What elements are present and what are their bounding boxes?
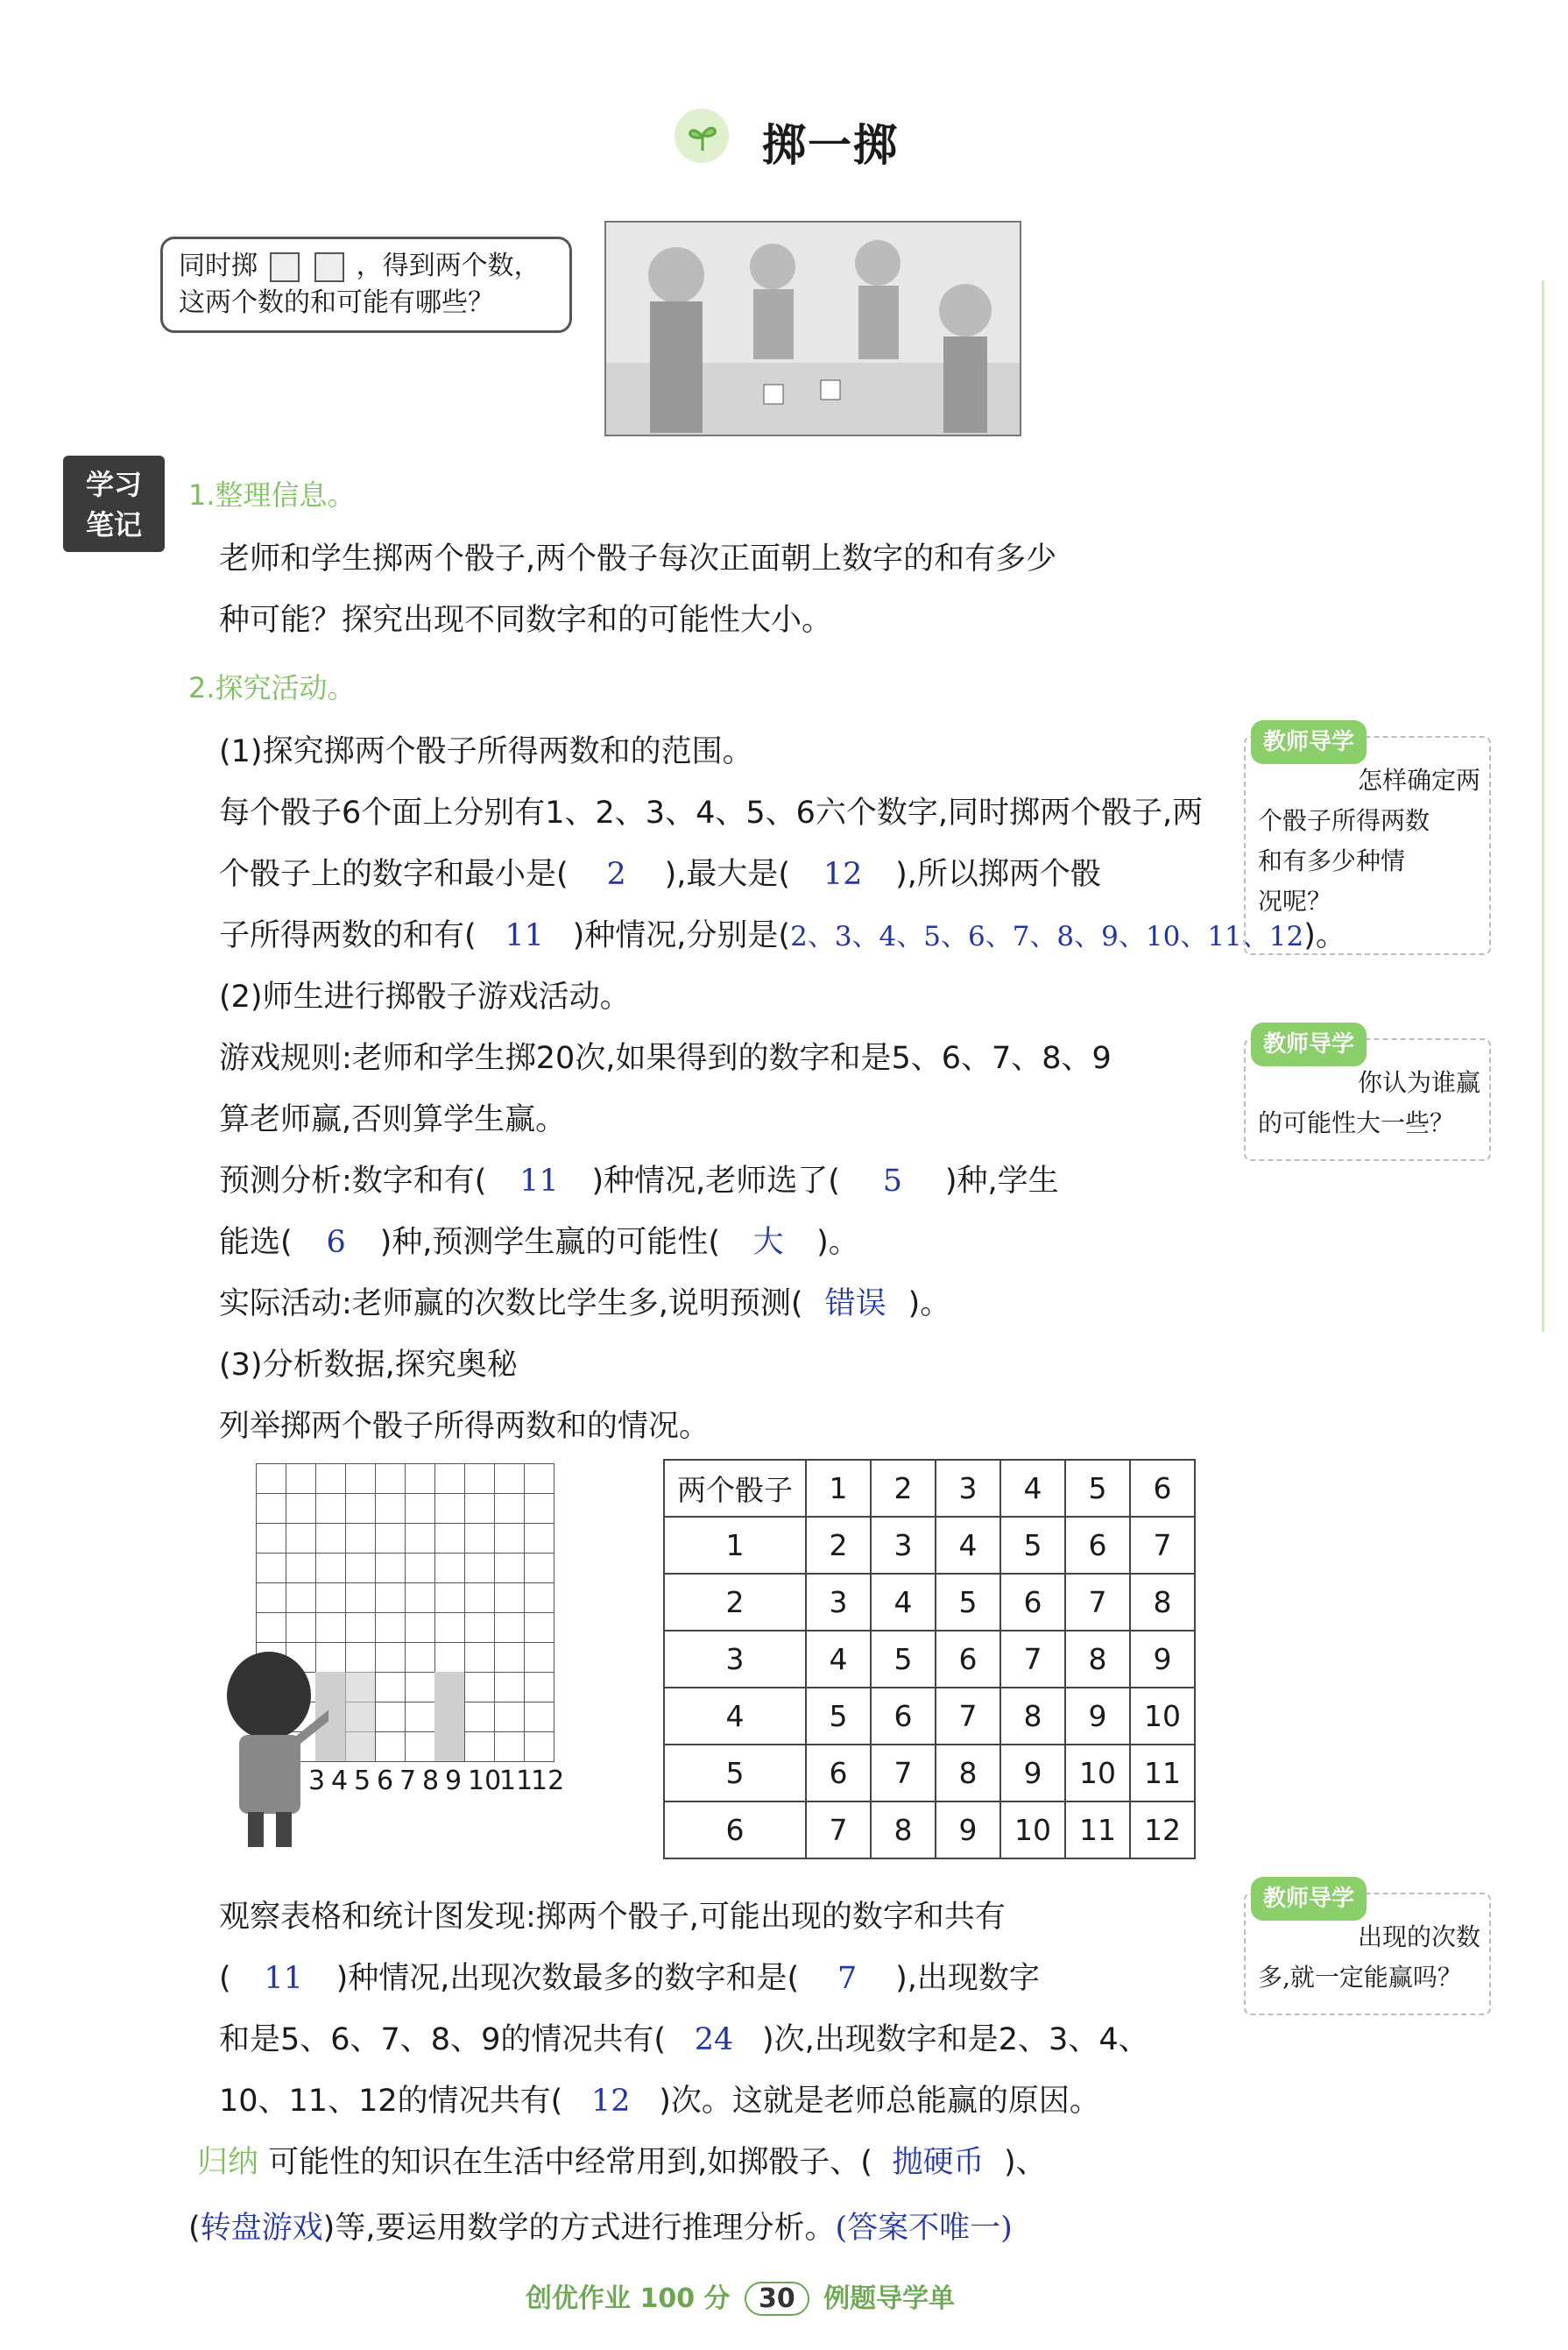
- speech-bubble: [160, 237, 572, 333]
- s2-p11: (3)分析数据,探究奥秘: [219, 1348, 518, 1383]
- table-cell: 3: [806, 1574, 871, 1631]
- table-cell: 6: [871, 1688, 936, 1745]
- axis-label: 10: [468, 1766, 502, 1796]
- table-row: [664, 1574, 1195, 1631]
- answer-note: (答案不唯一): [835, 2211, 1013, 2246]
- table-row: [664, 1517, 1195, 1574]
- answer-wrong: 错误: [824, 1286, 886, 1321]
- table-cell: 5: [1000, 1517, 1065, 1574]
- text: 个骰子上的数字和最小是(: [219, 857, 569, 892]
- section1-text2: 种可能？探究出现不同数字和的可能性大小。: [219, 603, 833, 638]
- text: )。: [816, 1225, 859, 1260]
- guide-text: 况呢？: [1258, 887, 1332, 916]
- dice-sum-table: [663, 1459, 1196, 1859]
- summary-l1: [197, 2138, 1047, 2182]
- guide-text: 多,就一定能赢吗？: [1258, 1963, 1462, 1992]
- section1-text1: 老师和学生掷两个骰子,两个骰子每次正面朝上数字的和有多少: [219, 541, 1057, 577]
- table-header-cell: 5: [1065, 1460, 1130, 1517]
- s2-p12: 列举掷两个骰子所得两数和的情况。: [219, 1409, 710, 1444]
- s2-p4: [219, 911, 1346, 955]
- teacher-guide-3: [1244, 1886, 1491, 2015]
- footer-left: 创优作业 100 分: [526, 2283, 731, 2314]
- answer-student: 6: [326, 1225, 346, 1260]
- axis-label: 6: [377, 1766, 394, 1796]
- text: ),出现数字: [895, 1961, 1040, 1996]
- section1-heading: 1.整理信息。: [188, 478, 356, 512]
- table-cell: 11: [1065, 1801, 1130, 1858]
- page-title: 掷一掷: [762, 120, 899, 171]
- table-cell: 9: [1000, 1745, 1065, 1801]
- table-cell: 8: [871, 1801, 936, 1858]
- table-cell: 7: [871, 1745, 936, 1801]
- table-header-cell: 4: [1000, 1460, 1065, 1517]
- footer: [526, 2276, 955, 2316]
- answer-max: 12: [823, 857, 863, 892]
- table-cell: 4: [664, 1688, 806, 1745]
- text: (: [219, 1961, 231, 1996]
- table-cell: 8: [1065, 1631, 1130, 1688]
- text: )种情况,分别是(: [572, 918, 791, 953]
- answer-sum1: 抛硬币: [892, 2145, 985, 2180]
- table-cell: 8: [936, 1745, 1000, 1801]
- guide-tag: 教师导学: [1251, 720, 1367, 764]
- text: )种情况,出现次数最多的数字和是(: [335, 1961, 800, 1996]
- table-cell: 5: [806, 1688, 871, 1745]
- classroom-illustration: [604, 221, 1021, 436]
- text: 和是5、6、7、8、9的情况共有(: [219, 2022, 666, 2057]
- table-cell: 4: [936, 1517, 1000, 1574]
- table-header-cell: 3: [936, 1460, 1000, 1517]
- table-header-cell: 2: [871, 1460, 936, 1517]
- table-cell: 7: [1130, 1517, 1195, 1574]
- grid-axis-labels: [308, 1766, 565, 1796]
- s2-p1: (1)探究掷两个骰子所得两数和的范围。: [219, 734, 753, 769]
- text: 10、11、12的情况共有(: [219, 2084, 563, 2119]
- table-cell: 10: [1000, 1801, 1065, 1858]
- text: 能选(: [219, 1225, 293, 1260]
- observe-l1: 观察表格和统计图发现:掷两个骰子,可能出现的数字和共有: [219, 1900, 1006, 1935]
- text: )种,学生: [944, 1164, 1059, 1199]
- s2-p10: [219, 1279, 950, 1323]
- grid-bar: [345, 1672, 375, 1761]
- answer-possibility: 大: [752, 1225, 784, 1260]
- axis-label: 12: [531, 1766, 565, 1796]
- table-cell: 8: [1000, 1688, 1065, 1745]
- table-cell: 6: [806, 1745, 871, 1801]
- text: ),最大是(: [664, 857, 791, 892]
- table-cell: 6: [664, 1801, 806, 1858]
- table-header-cell: 两个骰子: [664, 1460, 806, 1517]
- page-number: 30: [745, 2282, 809, 2316]
- table-cell: 6: [1065, 1517, 1130, 1574]
- table-cell: 2: [664, 1574, 806, 1631]
- table-cell: 5: [664, 1745, 806, 1801]
- axis-label: 11: [499, 1766, 533, 1796]
- bubble-text-1a: 同时掷: [179, 251, 258, 281]
- table-row: [664, 1801, 1195, 1858]
- guide-text: 的可能性大一些？: [1258, 1108, 1455, 1137]
- answer-count: 11: [505, 918, 544, 953]
- axis-label: 3: [308, 1766, 326, 1796]
- table-cell: 7: [1065, 1574, 1130, 1631]
- answer-obs4: 12: [590, 2084, 631, 2119]
- answer-obs2: 7: [837, 1961, 858, 1996]
- study-tag-line1: 学习: [85, 468, 142, 501]
- answer-pred-total: 11: [519, 1164, 559, 1199]
- observe-l3: [219, 2015, 1149, 2059]
- table-cell: 2: [806, 1517, 871, 1574]
- guide-text: 怎样确定两: [1357, 766, 1480, 795]
- table-cell: 1: [664, 1517, 806, 1574]
- bubble-text-1b: ，得到两个数，: [356, 251, 540, 281]
- study-tag-line2: 笔记: [85, 508, 142, 541]
- table-cell: 9: [1065, 1688, 1130, 1745]
- table-cell: 11: [1130, 1745, 1195, 1801]
- text: )种情况,老师选了(: [591, 1164, 840, 1199]
- answer-list: 2、3、4、5、6、7、8、9、10、11、12: [790, 921, 1304, 952]
- footer-right: 例题导学单: [823, 2283, 956, 2314]
- answer-min: 2: [606, 857, 626, 892]
- table-cell: 10: [1130, 1688, 1195, 1745]
- s2-p3: [219, 850, 1101, 894]
- study-note-tag: [63, 456, 165, 552]
- s2-p8: [219, 1157, 1059, 1200]
- axis-label: 5: [354, 1766, 371, 1796]
- guide-text: 和有多少种情: [1258, 846, 1406, 875]
- text: )。: [1303, 918, 1346, 953]
- s2-p9: [219, 1218, 859, 1262]
- text: 实际活动:老师赢的次数比学生多,说明预测(: [219, 1286, 803, 1321]
- text: )。: [908, 1286, 951, 1321]
- answer-obs1: 11: [264, 1961, 303, 1996]
- dice-icon: [314, 252, 344, 282]
- table-cell: 4: [806, 1631, 871, 1688]
- text: ),所以掷两个骰: [895, 857, 1101, 892]
- axis-label: 8: [422, 1766, 440, 1796]
- table-cell: 9: [1130, 1631, 1195, 1688]
- observe-l4: [219, 2077, 1100, 2120]
- text: )次,出现数字和是2、3、4、: [762, 2022, 1149, 2057]
- sprout-icon: [685, 119, 720, 154]
- dice-icon: [270, 252, 300, 282]
- observe-l2: [219, 1954, 1040, 1998]
- guide-text: 出现的次数: [1357, 1922, 1480, 1951]
- table-cell: 5: [936, 1574, 1000, 1631]
- summary-tag: 归纳: [197, 2145, 259, 2180]
- table-cell: 6: [1000, 1574, 1065, 1631]
- table-cell: 6: [936, 1631, 1000, 1688]
- grid-bar: [434, 1672, 464, 1761]
- margin-line: [1542, 280, 1544, 1332]
- girl-illustration: [215, 1647, 328, 1858]
- guide-text: 你认为谁赢: [1357, 1068, 1480, 1097]
- table-row: [664, 1745, 1195, 1801]
- axis-label: 4: [331, 1766, 349, 1796]
- bubble-text-2: 这两个数的和可能有哪些？: [179, 287, 494, 318]
- text: 预测分析:数字和有(: [219, 1164, 487, 1199]
- axis-label: 7: [399, 1766, 417, 1796]
- table-row: [664, 1688, 1195, 1745]
- section2-heading: 2.探究活动。: [188, 671, 356, 704]
- table-cell: 5: [871, 1631, 936, 1688]
- teacher-guide-2: [1244, 1031, 1491, 1161]
- answer-obs3: 24: [694, 2022, 734, 2057]
- s2-p7: 算老师赢,否则算学生赢。: [219, 1102, 567, 1137]
- teacher-guide-1: [1244, 729, 1491, 955]
- table-cell: 12: [1130, 1801, 1195, 1858]
- table-row: [664, 1631, 1195, 1688]
- table-header-cell: 6: [1130, 1460, 1195, 1517]
- table-cell: 3: [664, 1631, 806, 1688]
- answer-sum2: 转盘游戏: [200, 2211, 323, 2246]
- answer-teacher: 5: [882, 1164, 903, 1199]
- text: (: [188, 2211, 201, 2246]
- text: )、: [1003, 2145, 1047, 2180]
- table-header-cell: 1: [806, 1460, 871, 1517]
- table-header-row: [664, 1460, 1195, 1517]
- table-cell: 3: [871, 1517, 936, 1574]
- axis-label: 9: [445, 1766, 463, 1796]
- text: 可能性的知识在生活中经常用到,如掷骰子、(: [268, 2145, 872, 2180]
- table-cell: 10: [1065, 1745, 1130, 1801]
- text: )种,预测学生赢的可能性(: [379, 1225, 721, 1260]
- summary-l2: [188, 2204, 1013, 2247]
- table-cell: 8: [1130, 1574, 1195, 1631]
- text: )等,要运用数学的方式进行推理分析。: [322, 2211, 836, 2246]
- guide-text: 个骰子所得两数: [1258, 806, 1430, 835]
- text: )次。这就是老师总能赢的原因。: [659, 2084, 1100, 2119]
- table-cell: 7: [936, 1688, 1000, 1745]
- table-cell: 9: [936, 1801, 1000, 1858]
- guide-tag: 教师导学: [1251, 1877, 1367, 1921]
- table-cell: 7: [1000, 1631, 1065, 1688]
- table-cell: 4: [871, 1574, 936, 1631]
- text: 子所得两数的和有(: [219, 918, 477, 953]
- guide-tag: 教师导学: [1251, 1023, 1367, 1066]
- table-cell: 7: [806, 1801, 871, 1858]
- s2-p5: (2)师生进行掷骰子游戏活动。: [219, 980, 631, 1015]
- s2-p6: 游戏规则:老师和学生掷20次,如果得到的数字和是5、6、7、8、9: [219, 1041, 1112, 1076]
- s2-p2: 每个骰子6个面上分别有1、2、3、4、5、6六个数字,同时掷两个骰子,两: [219, 796, 1204, 831]
